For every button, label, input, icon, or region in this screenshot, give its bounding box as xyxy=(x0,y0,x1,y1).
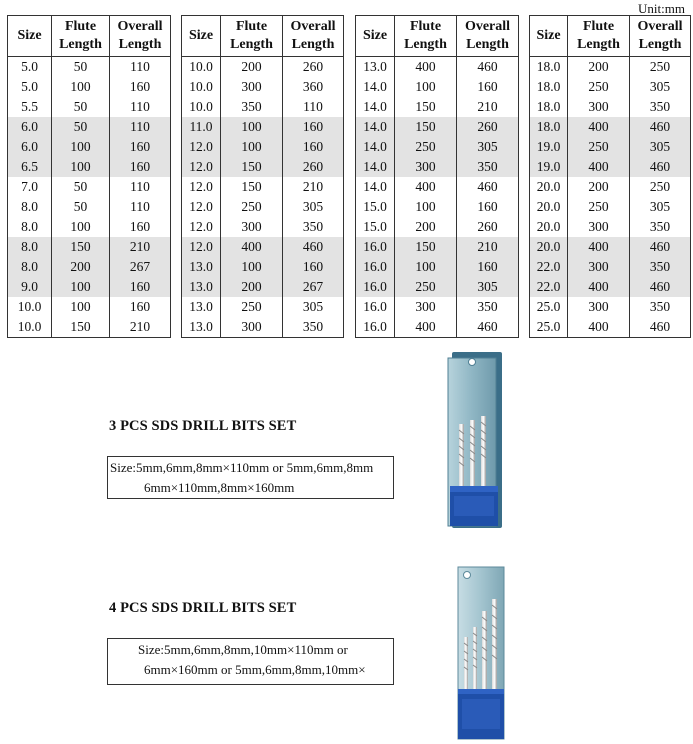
cell-overall-length: 160 xyxy=(110,157,171,177)
cell-overall-length: 110 xyxy=(110,97,171,117)
cell-overall-length: 110 xyxy=(110,177,171,197)
cell-size: 16.0 xyxy=(356,317,395,338)
table-row xyxy=(356,117,519,137)
table-header-row xyxy=(356,16,519,57)
header-overall-length xyxy=(457,16,519,57)
cell-flute-length: 300 xyxy=(221,217,283,237)
cell-flute-length: 150 xyxy=(221,157,283,177)
cell-flute-length: 100 xyxy=(395,197,457,217)
cell-flute-length: 400 xyxy=(568,157,630,177)
cell-size: 8.0 xyxy=(8,197,52,217)
cell-size: 20.0 xyxy=(530,197,568,217)
cell-overall-length: 160 xyxy=(110,217,171,237)
table-row xyxy=(356,217,519,237)
cell-size: 25.0 xyxy=(530,297,568,317)
cell-overall-length: 350 xyxy=(630,257,691,277)
cell-flute-length: 200 xyxy=(568,57,630,78)
table-row xyxy=(8,97,171,117)
cell-overall-length: 305 xyxy=(457,277,519,297)
cell-overall-length: 460 xyxy=(630,117,691,137)
cell-overall-length: 260 xyxy=(457,217,519,237)
table-row xyxy=(530,277,691,297)
table-row xyxy=(8,297,171,317)
cell-size: 6.0 xyxy=(8,137,52,157)
table-row xyxy=(356,57,519,78)
cell-flute-length: 100 xyxy=(52,217,110,237)
cell-size: 22.0 xyxy=(530,277,568,297)
cell-overall-length: 210 xyxy=(283,177,344,197)
cell-overall-length: 160 xyxy=(283,137,344,157)
cell-overall-length: 305 xyxy=(630,197,691,217)
cell-size: 16.0 xyxy=(356,277,395,297)
cell-overall-length: 350 xyxy=(457,297,519,317)
table-row xyxy=(530,297,691,317)
cell-size: 6.5 xyxy=(8,157,52,177)
cell-flute-length: 100 xyxy=(221,117,283,137)
cell-size: 19.0 xyxy=(530,137,568,157)
header-overall-length-text: Length xyxy=(638,37,682,52)
cell-size: 8.0 xyxy=(8,257,52,277)
cell-flute-length: 150 xyxy=(52,317,110,338)
cell-overall-length: 460 xyxy=(457,177,519,197)
cell-flute-length: 100 xyxy=(52,157,110,177)
cell-size: 16.0 xyxy=(356,257,395,277)
header-overall-length xyxy=(630,16,691,57)
cell-overall-length: 350 xyxy=(283,317,344,338)
cell-size: 22.0 xyxy=(530,257,568,277)
cell-size: 12.0 xyxy=(182,237,221,257)
cell-flute-length: 250 xyxy=(395,277,457,297)
cell-size: 8.0 xyxy=(8,217,52,237)
table-row xyxy=(8,217,171,237)
cell-size: 14.0 xyxy=(356,177,395,197)
table-row xyxy=(530,117,691,137)
header-size xyxy=(8,16,52,57)
cell-flute-length: 150 xyxy=(221,177,283,197)
cell-size: 14.0 xyxy=(356,97,395,117)
cell-flute-length: 100 xyxy=(52,297,110,317)
set-title-4pcs: 4 PCS SDS DRILL BITS SET xyxy=(109,600,297,616)
size-line-2: 6mm×110mm,8mm×160mm xyxy=(144,480,295,495)
table-row xyxy=(8,317,171,338)
cell-overall-length: 250 xyxy=(630,177,691,197)
cell-size: 13.0 xyxy=(182,277,221,297)
set-title-3pcs: 3 PCS SDS DRILL BITS SET xyxy=(109,418,297,434)
header-flute-length-text: Flute xyxy=(235,19,268,34)
table-row xyxy=(356,197,519,217)
cell-overall-length: 260 xyxy=(457,117,519,137)
cell-flute-length: 200 xyxy=(395,217,457,237)
cell-flute-length: 100 xyxy=(52,277,110,297)
cell-overall-length: 210 xyxy=(110,237,171,257)
cell-flute-length: 50 xyxy=(52,57,110,78)
cell-flute-length: 300 xyxy=(568,97,630,117)
table-row xyxy=(8,157,171,177)
table-row xyxy=(530,237,691,257)
cell-flute-length: 50 xyxy=(52,177,110,197)
cell-overall-length: 160 xyxy=(110,277,171,297)
table-row xyxy=(530,77,691,97)
table-header-row xyxy=(8,16,171,57)
table-row xyxy=(8,57,171,78)
cell-overall-length: 350 xyxy=(283,217,344,237)
table-row xyxy=(182,317,344,338)
cell-size: 20.0 xyxy=(530,237,568,257)
cell-size: 11.0 xyxy=(182,117,221,137)
cell-flute-length: 300 xyxy=(568,297,630,317)
cell-overall-length: 110 xyxy=(110,57,171,78)
cell-size: 12.0 xyxy=(182,197,221,217)
cell-flute-length: 100 xyxy=(221,137,283,157)
header-overall-length-text: Length xyxy=(466,37,509,52)
cell-overall-length: 460 xyxy=(630,237,691,257)
cell-overall-length: 160 xyxy=(457,77,519,97)
cell-size: 12.0 xyxy=(182,177,221,197)
cell-flute-length: 100 xyxy=(52,77,110,97)
cell-flute-length: 400 xyxy=(568,237,630,257)
cell-size: 16.0 xyxy=(356,297,395,317)
drill-bits-3 xyxy=(459,416,486,494)
cell-flute-length: 100 xyxy=(221,257,283,277)
cell-overall-length: 305 xyxy=(630,137,691,157)
table-row xyxy=(8,77,171,97)
table-row xyxy=(356,297,519,317)
cell-flute-length: 150 xyxy=(52,237,110,257)
table-row xyxy=(182,137,344,157)
cell-overall-length: 110 xyxy=(110,117,171,137)
header-flute-length xyxy=(221,16,283,57)
drill-set-case-4pcs-image xyxy=(452,565,510,741)
cell-size: 18.0 xyxy=(530,77,568,97)
cell-flute-length: 300 xyxy=(395,297,457,317)
cell-overall-length: 267 xyxy=(283,277,344,297)
table-row xyxy=(356,257,519,277)
table-row xyxy=(530,177,691,197)
cell-overall-length: 160 xyxy=(110,77,171,97)
table-row xyxy=(182,197,344,217)
cell-overall-length: 460 xyxy=(630,277,691,297)
cell-size: 10.0 xyxy=(182,97,221,117)
cell-overall-length: 305 xyxy=(283,197,344,217)
header-overall-length-text: Length xyxy=(118,37,162,52)
cell-overall-length: 305 xyxy=(457,137,519,157)
cell-overall-length: 360 xyxy=(283,77,344,97)
header-overall-length xyxy=(283,16,344,57)
header-flute-length-text: Flute xyxy=(64,19,97,34)
header-size-text: Size xyxy=(17,28,42,43)
table-row xyxy=(8,117,171,137)
cell-size: 13.0 xyxy=(182,297,221,317)
cell-flute-length: 250 xyxy=(221,297,283,317)
cell-overall-length: 210 xyxy=(457,237,519,257)
table-row xyxy=(356,137,519,157)
table-row xyxy=(356,177,519,197)
cell-size: 5.0 xyxy=(8,57,52,78)
cell-flute-length: 400 xyxy=(395,317,457,338)
cell-size: 5.5 xyxy=(8,97,52,117)
table-header-row xyxy=(182,16,344,57)
cell-size: 13.0 xyxy=(356,57,395,78)
table-row xyxy=(8,177,171,197)
cell-size: 5.0 xyxy=(8,77,52,97)
cell-overall-length: 210 xyxy=(110,317,171,338)
cell-size: 12.0 xyxy=(182,137,221,157)
cell-flute-length: 150 xyxy=(395,117,457,137)
cell-flute-length: 300 xyxy=(568,257,630,277)
cell-overall-length: 160 xyxy=(110,297,171,317)
cell-flute-length: 150 xyxy=(395,97,457,117)
cell-overall-length: 110 xyxy=(110,197,171,217)
cell-overall-length: 160 xyxy=(457,257,519,277)
cell-overall-length: 460 xyxy=(283,237,344,257)
header-flute-length xyxy=(52,16,110,57)
table-row xyxy=(530,197,691,217)
unit-label: Unit:mm xyxy=(638,1,685,16)
cell-overall-length: 210 xyxy=(457,97,519,117)
header-flute-length-text: Flute xyxy=(582,19,615,34)
cell-size: 20.0 xyxy=(530,217,568,237)
table-row xyxy=(356,277,519,297)
header-flute-length-text: Length xyxy=(230,37,273,52)
cell-overall-length: 305 xyxy=(630,77,691,97)
header-overall-length-text: Overall xyxy=(464,19,511,34)
table-row xyxy=(356,237,519,257)
cell-size: 16.0 xyxy=(356,237,395,257)
spec-table-2 xyxy=(181,15,344,338)
table-header-row xyxy=(530,16,691,57)
cell-overall-length: 260 xyxy=(283,157,344,177)
header-flute-length xyxy=(568,16,630,57)
table-row xyxy=(182,57,344,78)
size-box-4pcs xyxy=(107,638,394,685)
cell-overall-length: 460 xyxy=(630,317,691,338)
table-row xyxy=(8,197,171,217)
cell-size: 20.0 xyxy=(530,177,568,197)
cell-size: 19.0 xyxy=(530,157,568,177)
cell-flute-length: 100 xyxy=(52,137,110,157)
cell-flute-length: 400 xyxy=(221,237,283,257)
spec-table-1 xyxy=(7,15,171,338)
spec-table-4 xyxy=(529,15,691,338)
table-row xyxy=(182,117,344,137)
header-overall-length-text: Overall xyxy=(290,19,336,34)
table-row xyxy=(182,237,344,257)
table-row xyxy=(8,237,171,257)
cell-size: 25.0 xyxy=(530,317,568,338)
header-flute-length-text: Length xyxy=(404,37,447,52)
cell-flute-length: 250 xyxy=(568,197,630,217)
cell-overall-length: 160 xyxy=(283,257,344,277)
table-row xyxy=(530,57,691,78)
cell-overall-length: 305 xyxy=(283,297,344,317)
cell-overall-length: 260 xyxy=(283,57,344,78)
table-row xyxy=(530,257,691,277)
cell-flute-length: 150 xyxy=(395,237,457,257)
cell-flute-length: 200 xyxy=(221,57,283,78)
cell-flute-length: 250 xyxy=(395,137,457,157)
cell-flute-length: 300 xyxy=(221,77,283,97)
cell-flute-length: 100 xyxy=(395,257,457,277)
drill-set-case-3pcs-image xyxy=(438,350,508,530)
cell-size: 12.0 xyxy=(182,157,221,177)
cell-flute-length: 400 xyxy=(568,317,630,338)
header-size xyxy=(182,16,221,57)
table-row xyxy=(182,257,344,277)
table-row xyxy=(182,77,344,97)
cell-size: 15.0 xyxy=(356,217,395,237)
table-row xyxy=(530,157,691,177)
cell-flute-length: 400 xyxy=(568,117,630,137)
cell-overall-length: 460 xyxy=(457,57,519,78)
header-size xyxy=(356,16,395,57)
header-size-text: Size xyxy=(188,28,214,43)
cell-overall-length: 267 xyxy=(110,257,171,277)
table-row xyxy=(356,157,519,177)
cell-size: 10.0 xyxy=(8,297,52,317)
header-flute-length-text: Flute xyxy=(409,19,442,34)
table-row xyxy=(182,97,344,117)
header-overall-length-text: Overall xyxy=(637,19,683,34)
cell-overall-length: 250 xyxy=(630,57,691,78)
cell-size: 7.0 xyxy=(8,177,52,197)
cell-size: 18.0 xyxy=(530,57,568,78)
cell-overall-length: 350 xyxy=(630,217,691,237)
cell-flute-length: 250 xyxy=(568,137,630,157)
cell-flute-length: 200 xyxy=(221,277,283,297)
cell-flute-length: 250 xyxy=(568,77,630,97)
cell-overall-length: 350 xyxy=(630,97,691,117)
spec-table-3 xyxy=(355,15,519,338)
cell-flute-length: 50 xyxy=(52,117,110,137)
cell-size: 9.0 xyxy=(8,277,52,297)
table-row xyxy=(356,77,519,97)
table-row xyxy=(356,97,519,117)
header-flute-length-text: Length xyxy=(59,37,102,52)
cell-flute-length: 300 xyxy=(395,157,457,177)
cell-size: 18.0 xyxy=(530,117,568,137)
cell-size: 8.0 xyxy=(8,237,52,257)
header-overall-length xyxy=(110,16,171,57)
table-row xyxy=(356,317,519,338)
cell-flute-length: 400 xyxy=(395,57,457,78)
cell-size: 14.0 xyxy=(356,157,395,177)
header-size-text: Size xyxy=(536,28,561,43)
header-size xyxy=(530,16,568,57)
cell-size: 18.0 xyxy=(530,97,568,117)
cell-flute-length: 50 xyxy=(52,197,110,217)
table-row xyxy=(530,137,691,157)
table-row xyxy=(8,137,171,157)
cell-overall-length: 350 xyxy=(457,157,519,177)
cell-size: 13.0 xyxy=(182,317,221,338)
cell-overall-length: 160 xyxy=(283,117,344,137)
cell-size: 10.0 xyxy=(182,77,221,97)
size-line-2: 6mm×160mm or 5mm,6mm,8mm,10mm× xyxy=(144,662,366,677)
cell-flute-length: 200 xyxy=(568,177,630,197)
cell-overall-length: 460 xyxy=(457,317,519,338)
cell-size: 14.0 xyxy=(356,137,395,157)
cell-overall-length: 160 xyxy=(457,197,519,217)
table-row xyxy=(8,277,171,297)
table-row xyxy=(182,177,344,197)
header-overall-length-text: Length xyxy=(291,37,335,52)
table-row xyxy=(182,157,344,177)
size-line-1: Size:5mm,6mm,8mm×110mm or 5mm,6mm,8mm xyxy=(110,460,374,475)
cell-size: 13.0 xyxy=(182,257,221,277)
cell-overall-length: 160 xyxy=(110,137,171,157)
table-row xyxy=(530,97,691,117)
cell-flute-length: 300 xyxy=(221,317,283,338)
cell-size: 10.0 xyxy=(182,57,221,78)
cell-overall-length: 460 xyxy=(630,157,691,177)
cell-flute-length: 400 xyxy=(568,277,630,297)
cell-size: 14.0 xyxy=(356,117,395,137)
table-row xyxy=(530,217,691,237)
header-overall-length-text: Overall xyxy=(117,19,163,34)
cell-flute-length: 400 xyxy=(395,177,457,197)
size-box-3pcs xyxy=(107,456,394,499)
cell-size: 6.0 xyxy=(8,117,52,137)
cell-flute-length: 350 xyxy=(221,97,283,117)
table-row xyxy=(182,277,344,297)
header-flute-length xyxy=(395,16,457,57)
cell-overall-length: 110 xyxy=(283,97,344,117)
cell-flute-length: 200 xyxy=(52,257,110,277)
table-row xyxy=(530,317,691,338)
cell-flute-length: 50 xyxy=(52,97,110,117)
cell-flute-length: 300 xyxy=(568,217,630,237)
cell-size: 10.0 xyxy=(8,317,52,338)
cell-flute-length: 100 xyxy=(395,77,457,97)
header-size-text: Size xyxy=(362,28,388,43)
header-flute-length-text: Length xyxy=(577,37,620,52)
cell-flute-length: 250 xyxy=(221,197,283,217)
cell-size: 15.0 xyxy=(356,197,395,217)
cell-size: 12.0 xyxy=(182,217,221,237)
size-line-1: Size:5mm,6mm,8mm,10mm×110mm or xyxy=(138,642,348,657)
cell-overall-length: 350 xyxy=(630,297,691,317)
table-row xyxy=(182,297,344,317)
table-row xyxy=(182,217,344,237)
table-row xyxy=(8,257,171,277)
cell-size: 14.0 xyxy=(356,77,395,97)
